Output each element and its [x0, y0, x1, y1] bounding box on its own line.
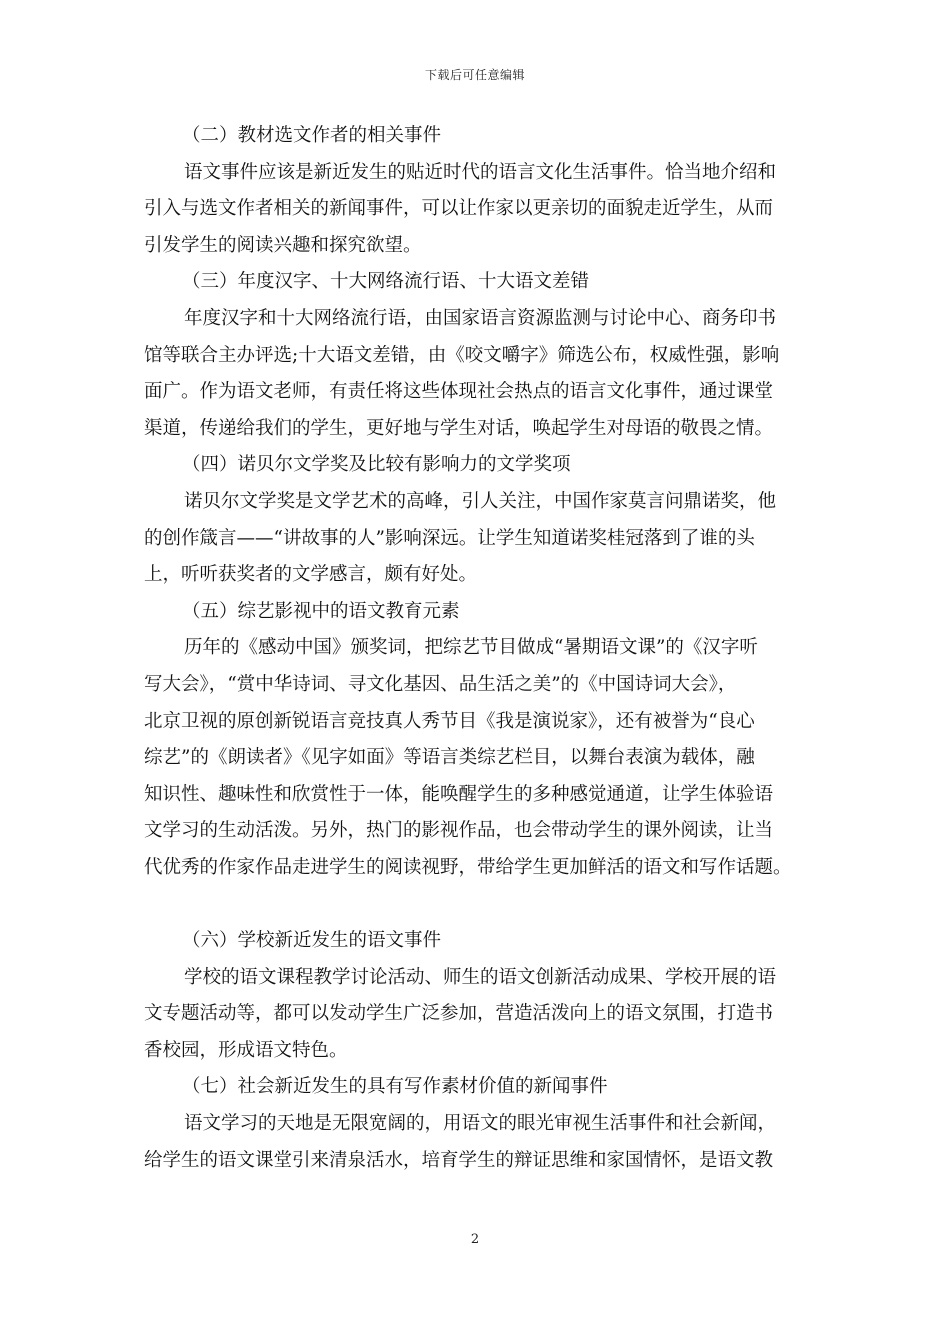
paragraph-line: 文学习的生动活泼。另外，热门的影视作品，也会带动学生的课外阅读，让当 [144, 820, 774, 842]
document-body [144, 118, 808, 1179]
paragraph-line: 诺贝尔文学奖是文学艺术的高峰，引人关注，中国作家莫言问鼎诺奖，他 [184, 490, 777, 512]
section-heading-3: （三）年度汉字、十大网络流行语、十大语文差错 [182, 271, 590, 293]
paragraph-line: 学校的语文课程教学讨论活动、师生的语文创新活动成果、学校开展的语 [184, 966, 777, 988]
section-heading-2: （二）教材选文作者的相关事件 [182, 125, 442, 146]
paragraph-line: 馆等联合主办评选;十大语文差错，由《咬文嚼字》筛选公布，权威性强，影响 [144, 344, 780, 366]
paragraph-line: 文专题活动等，都可以发动学生广泛参加，营造活泼向上的语文氛围，打造书 [144, 1003, 774, 1025]
section-heading-7: （七）社会新近发生的具有写作素材价值的新闻事件 [182, 1076, 608, 1098]
section-heading-6: （六）学校新近发生的语文事件 [182, 930, 442, 952]
paragraph-line: 的创作箴言——“讲故事的人”影响深远。让学生知道诺奖桂冠落到了谁的头 [144, 527, 755, 549]
paragraph-line: 语文学习的天地是无限宽阔的，用语文的眼光审视生活事件和社会新闻， [184, 1113, 777, 1135]
paragraph-line: 写大会》，“赏中华诗词、寻文化基因、品生活之美”的《中国诗词大会》， [144, 673, 737, 695]
section-heading-5: （五）综艺影视中的语文教育元素 [182, 600, 460, 622]
paragraph-line: 语文事件应该是新近发生的贴近时代的语言文化生活事件。恰当地介绍和 [184, 161, 777, 183]
paragraph-line: 引入与选文作者相关的新闻事件，可以让作家以更亲切的面貌走近学生，从而 [144, 198, 774, 220]
blank-line [144, 886, 808, 923]
paragraph-line: 面广。作为语文老师，有责任将这些体现社会热点的语言文化事件，通过课堂 [144, 381, 774, 403]
paragraph-line: 历年的《感动中国》颁奖词，把综艺节目做成“暑期语文课”的《汉字听 [184, 637, 758, 659]
paragraph-line: 香校园，形成语文特色。 [144, 1039, 348, 1061]
section-heading-4: （四）诺贝尔文学奖及比较有影响力的文学奖项 [182, 454, 571, 476]
paragraph-line: 年度汉字和十大网络流行语，由国家语言资源监测与讨论中心、商务印书 [184, 307, 777, 329]
paragraph-line: 北京卫视的原创新锐语言竞技真人秀节目《我是演说家》，还有被誉为“良心 [144, 710, 755, 732]
paragraph-line: 综艺”的《朗读者》《见字如面》等语言类综艺栏目，以舞台表演为载体，融 [144, 747, 755, 769]
paragraph-line: 渠道，传递给我们的学生，更好地与学生对话，唤起学生对母语的敬畏之情。 [144, 417, 774, 439]
page-number: 2 [470, 1232, 480, 1247]
paragraph-line: 引发学生的阅读兴趣和探究欲望。 [144, 234, 422, 256]
paragraph-line: 知识性、趣味性和欣赏性于一体，能唤醒学生的多种感觉通道，让学生体验语 [144, 783, 774, 805]
paragraph-line: 给学生的语文课堂引来清泉活水，培育学生的辩证思维和家国情怀，是语文教 [144, 1149, 774, 1171]
page-header: 下载后可任意编辑 [424, 68, 525, 82]
paragraph-line: 代优秀的作家作品走进学生的阅读视野，带给学生更加鲜活的语文和写作话题。 [144, 856, 792, 878]
paragraph-line: 上，听听获奖者的文学感言，颇有好处。 [144, 564, 478, 586]
